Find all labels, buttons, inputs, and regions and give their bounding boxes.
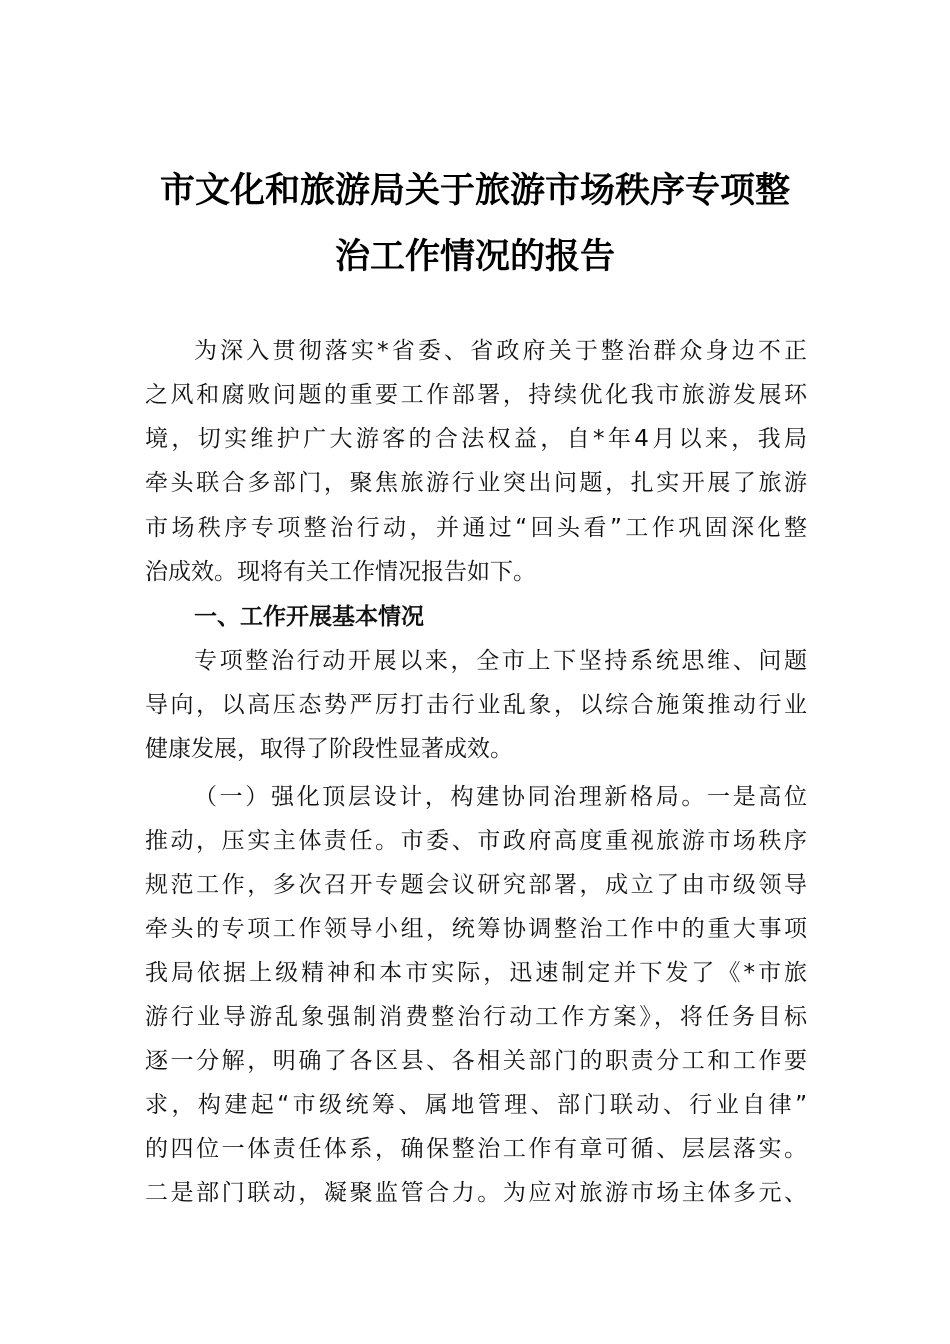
paragraph-3-line: （一）强化顶层设计，构建协同治理新格局。一是高位 bbox=[194, 784, 807, 810]
paragraph-1-line: 牵头联合多部门，聚焦旅游行业突出问题，扎实开展了旅游 bbox=[145, 470, 807, 496]
paragraph-3-line: 游行业导游乱象强制消费整治行动工作方案》，将任务目标 bbox=[145, 1004, 807, 1030]
paragraph-1-line: 之风和腐败问题的重要工作部署，持续优化我市旅游发展环 bbox=[145, 382, 807, 408]
paragraph-3-line: 的四位一体责任体系，确保整治工作有章可循、层层落实。 bbox=[145, 1136, 807, 1162]
section-heading: 一、工作开展基本情况 bbox=[194, 604, 424, 630]
document-title-line-2: 治工作情况的报告 bbox=[334, 236, 615, 277]
paragraph-3-line: 推动，压实主体责任。市委、市政府高度重视旅游市场秩序 bbox=[145, 828, 807, 854]
paragraph-1-line: 为深入贯彻落实*省委、省政府关于整治群众身边不正 bbox=[194, 338, 807, 364]
paragraph-3-line: 二是部门联动，凝聚监管合力。为应对旅游市场主体多元、 bbox=[145, 1180, 807, 1206]
paragraph-1-line: 境，切实维护广大游客的合法权益，自*年4月以来，我局 bbox=[145, 426, 807, 452]
paragraph-1-line: 市场秩序专项整治行动，并通过“回头看”工作巩固深化整 bbox=[145, 515, 807, 541]
paragraph-2-line: 专项整治行动开展以来，全市上下坚持系统思维、问题 bbox=[194, 648, 807, 674]
paragraph-3-line: 求，构建起“市级统筹、属地管理、部门联动、行业自律” bbox=[145, 1092, 807, 1118]
paragraph-3-line: 规范工作，多次召开专题会议研究部署，成立了由市级领导 bbox=[145, 872, 807, 898]
paragraph-3-line: 牵头的专项工作领导小组，统筹协调整治工作中的重大事项 bbox=[145, 916, 807, 942]
paragraph-2-line: 导向，以高压态势严厉打击行业乱象，以综合施策推动行业 bbox=[145, 692, 807, 718]
paragraph-1-line: 治成效。现将有关工作情况报告如下。 bbox=[145, 559, 536, 585]
paragraph-3-line: 我局依据上级精神和本市实际，迅速制定并下发了《*市旅 bbox=[145, 960, 807, 986]
paragraph-3-line: 逐一分解，明确了各区县、各相关部门的职责分工和工作要 bbox=[145, 1048, 807, 1074]
paragraph-2-line: 健康发展，取得了阶段性显著成效。 bbox=[145, 736, 513, 762]
document-title-line-1: 市文化和旅游局关于旅游市场秩序专项整 bbox=[159, 170, 790, 211]
